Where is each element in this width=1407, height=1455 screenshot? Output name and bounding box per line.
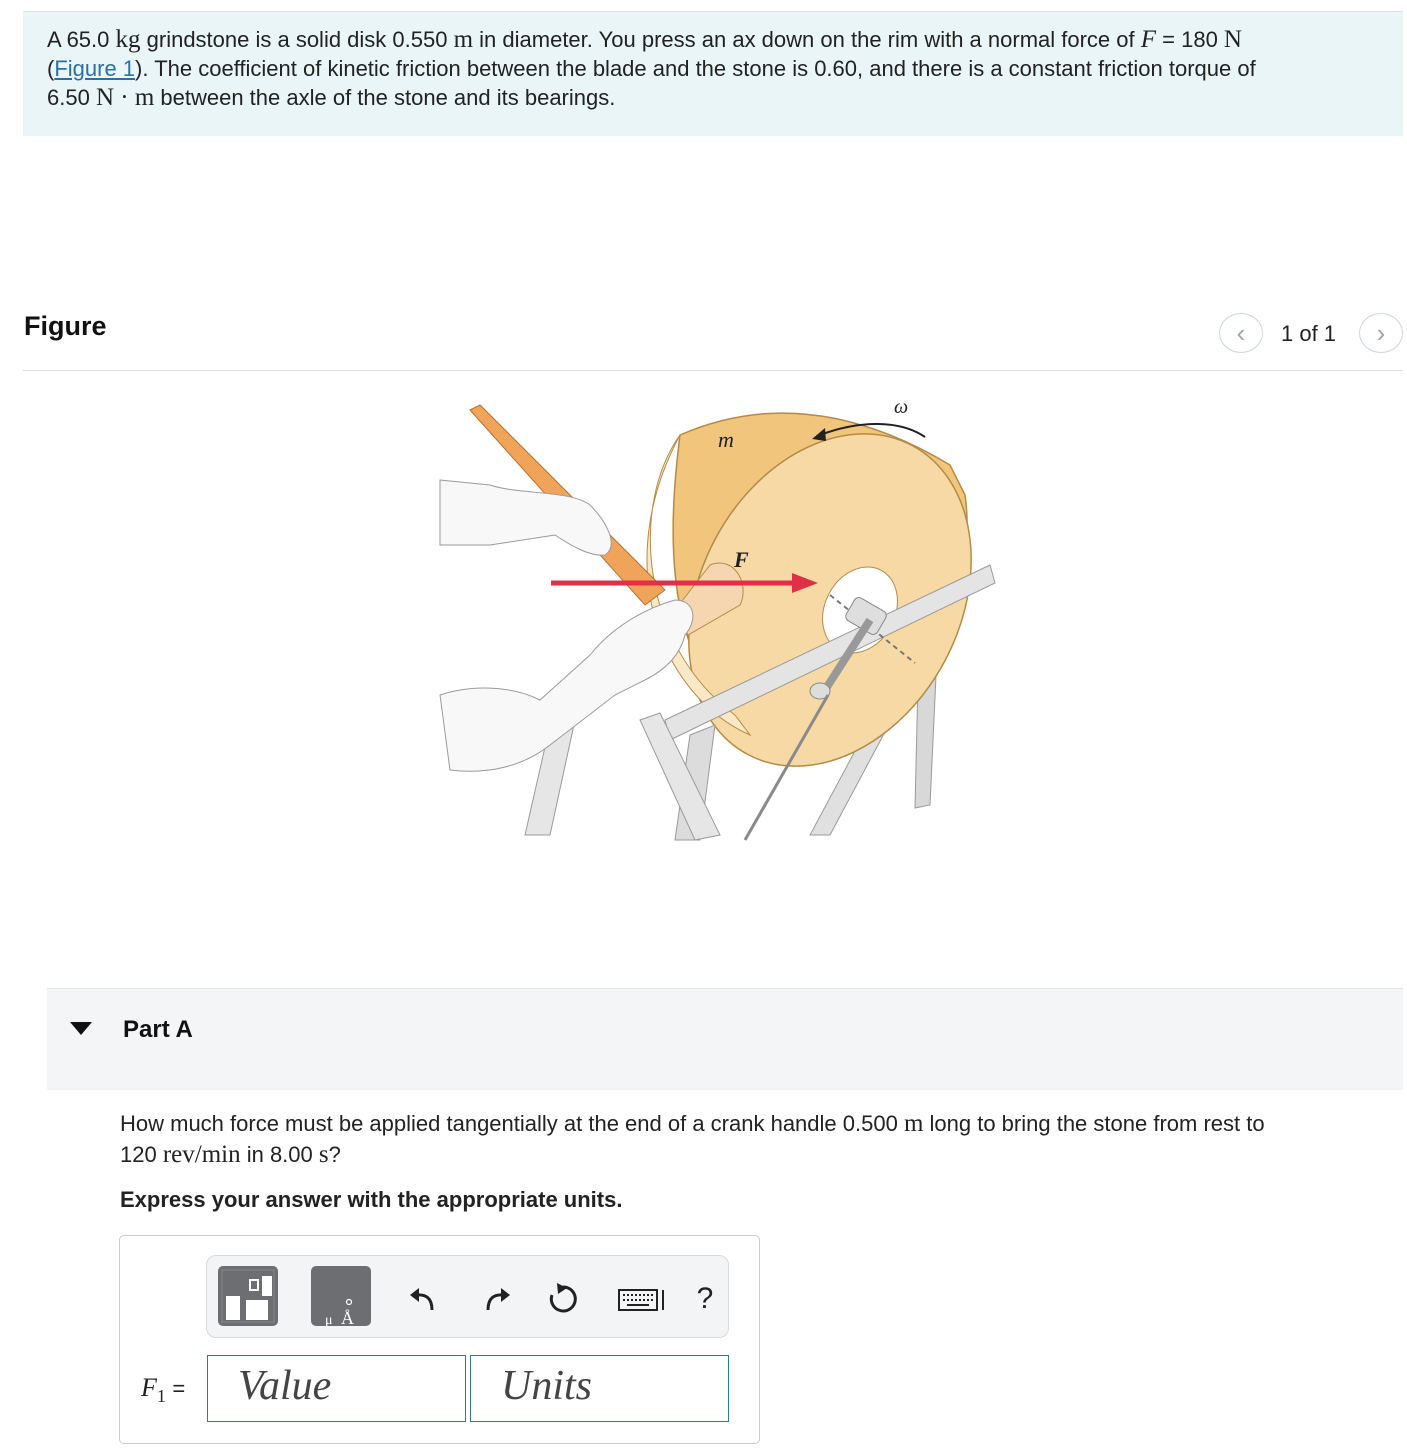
question-text: 120	[120, 1142, 163, 1167]
question-text: How much force must be applied tangentially at the end of a crank handle 0.500	[120, 1111, 904, 1136]
problem-text: between the axle of the stone and its bearings.	[154, 85, 616, 110]
redo-button[interactable]	[477, 1279, 517, 1319]
chevron-left-icon: ‹	[1236, 317, 1246, 348]
units-input[interactable]: Units	[470, 1355, 729, 1422]
unit-m: m	[453, 26, 474, 53]
part-a-question	[120, 1108, 1370, 1170]
question-text: in 8.00	[240, 1142, 319, 1167]
answer-sub: 1	[156, 1386, 166, 1407]
next-figure-button[interactable]	[1359, 313, 1403, 353]
question-text: ?	[328, 1142, 341, 1167]
keyboard-icon	[617, 1284, 667, 1314]
label-m: m	[718, 427, 734, 452]
help-button[interactable]: ?	[696, 1282, 714, 1315]
upper-arm	[440, 480, 611, 555]
problem-text: ). The coefficient of kinetic friction between the blade and the stone is 0.60, and there is a constant friction torque of	[135, 56, 1256, 81]
reset-icon	[547, 1283, 579, 1315]
problem-text: in diameter. You press an ax down on the rim with a normal force of	[473, 27, 1141, 52]
problem-text: A 65.0	[47, 27, 116, 52]
undo-icon	[408, 1284, 438, 1314]
figure-link[interactable]: Figure 1	[54, 56, 136, 81]
problem-statement	[23, 12, 1403, 136]
undo-button[interactable]	[403, 1279, 443, 1319]
keyboard-button[interactable]	[617, 1279, 667, 1319]
figure-divider	[23, 370, 1403, 371]
unit-m: m	[903, 1110, 924, 1137]
unit-kg: kg	[115, 26, 141, 53]
problem-text: (	[47, 56, 55, 81]
figure-count: 1 of 1	[1281, 321, 1337, 346]
answer-box	[119, 1235, 760, 1444]
prev-figure-button[interactable]	[1219, 313, 1263, 353]
answer-equals: =	[172, 1376, 186, 1401]
unit-Nm: N · m	[95, 84, 155, 111]
figure-pager	[1219, 313, 1403, 353]
templates-icon	[218, 1266, 278, 1326]
answer-instruction: Express your answer with the appropriate units.	[120, 1187, 623, 1212]
templates-button[interactable]	[218, 1266, 278, 1326]
unit-N: N	[1223, 26, 1242, 53]
collapse-triangle-icon[interactable]	[70, 1022, 92, 1035]
answer-label	[141, 1373, 185, 1407]
question-text: long to bring the stone from rest to	[923, 1111, 1265, 1136]
svg-text:μ: μ	[325, 1313, 333, 1326]
label-omega: ω	[894, 396, 909, 418]
redo-icon	[482, 1284, 512, 1314]
grindstone-illustration	[430, 395, 1000, 845]
problem-text: 6.50	[47, 85, 96, 110]
problem-text: = 180	[1156, 27, 1224, 52]
problem-text: grindstone is a solid disk 0.550	[140, 27, 454, 52]
value-input[interactable]: Value	[207, 1355, 466, 1422]
svg-text:Å: Å	[341, 1308, 354, 1326]
chevron-right-icon: ›	[1376, 317, 1386, 348]
answer-var: F	[141, 1373, 157, 1402]
part-a-title: Part A	[123, 1016, 193, 1043]
var-F: F	[1140, 26, 1157, 53]
label-F: F	[734, 547, 749, 572]
reset-button[interactable]	[543, 1279, 583, 1319]
unit-s: s	[318, 1141, 329, 1168]
grindstone-figure	[430, 395, 1000, 845]
math-toolbar	[206, 1255, 729, 1338]
units-symbols-icon	[311, 1266, 371, 1326]
figure-heading: Figure	[24, 311, 107, 341]
part-a-header[interactable]	[47, 988, 1403, 1090]
units-symbols-button[interactable]	[311, 1266, 371, 1326]
unit-rev-min: rev/min	[162, 1141, 241, 1168]
